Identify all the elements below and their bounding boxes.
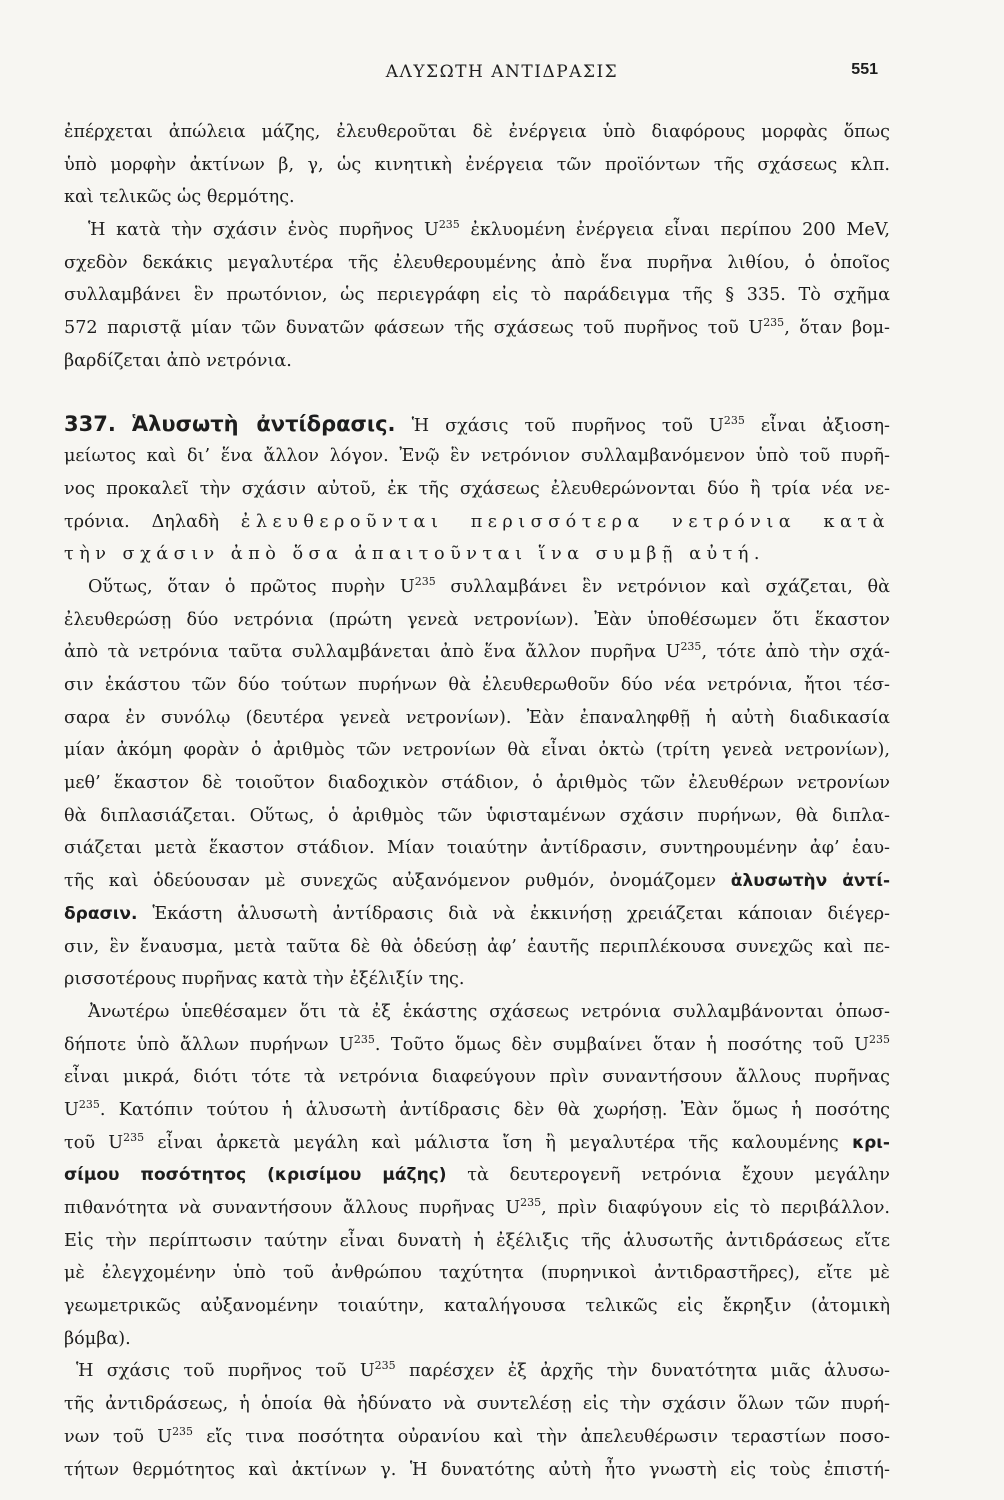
text-line — [64, 1159, 890, 1192]
text-run: Ἡ κατὰ τὴν σχάσιν ἑνὸς πυρῆνος U — [88, 220, 439, 241]
page-header — [0, 58, 1004, 88]
text-line: νος προκαλεῖ τὴν σχάσιν αὐτοῦ, ἐκ τῆς σχάσεως ἐλευθερώνονται δύο ἢ τρία νέα νε- — [64, 478, 890, 499]
isotope-superscript: 235 — [172, 1424, 194, 1438]
text-line: σαρα ἐν συνόλῳ (δευτέρα γενεὰ νετρονίων). Ἐὰν ἐπαναληφθῇ ἡ αὐτὴ διαδικασία — [64, 707, 890, 728]
text-run: ἐκλυομένη ἐνέργεια εἶναι περίπου 200 MeV, — [459, 220, 890, 241]
text-run: Ἡ σχάσις τοῦ πυρῆνος τοῦ U — [395, 415, 724, 436]
body-text — [64, 116, 890, 1486]
text-line: τήτων θερμότητος καὶ ἀκτίνων γ. Ἡ δυνατότης αὐτὴ ἦτο γνωστὴ εἰς τοὺς ἐπιστή- — [64, 1459, 890, 1480]
text-line: βαρδίζεται ἀπὸ νετρόνια. — [64, 350, 292, 371]
text-line: σιάζεται μετὰ ἕκαστον στάδιον. Μίαν τοιαύτην ἀντίδρασιν, συντηρουμένην ἀφ’ ἑαυ- — [64, 838, 890, 859]
text-line — [64, 1421, 890, 1454]
page-number: 551 — [851, 61, 878, 78]
isotope-superscript: 235 — [868, 1032, 890, 1046]
text-line: μίαν ἀκόμη φορὰν ὁ ἀριθμὸς τῶν νετρονίων θὰ εἶναι ὀκτὼ (τρίτη γενεὰ νετρονίων), — [64, 740, 890, 761]
text-line: ἐπέρχεται ἀπώλεια μάζης, ἐλευθεροῦται δὲ ἐνέργεια ὑπὸ διαφόρους μορφὰς ὅπως — [64, 122, 890, 142]
text-line — [64, 1355, 890, 1388]
text-run: τοῦ U — [64, 1132, 124, 1153]
text-run: πιθανότητα νὰ συναντήσουν ἄλλους πυρῆνας U — [64, 1198, 521, 1218]
spaced-emphasis: ἐλευθεροῦνται περισσότερα νετρόνια κατὰ — [240, 511, 890, 532]
text-line — [64, 1029, 890, 1062]
isotope-superscript: 235 — [438, 218, 460, 232]
text-line: συλλαμβάνει ἓν πρωτόνιον, ὡς περιεγράφη εἰς τὸ παράδειγμα τῆς § 335. Τὸ σχῆμα — [64, 285, 890, 306]
text-run: εἶναι ἀρκετὰ μεγάλη καὶ μάλιστα ἴση ἢ μεγαλυτέρα τῆς καλουμένης — [144, 1132, 853, 1153]
text-line: μείωτος καὶ δι’ ἕνα ἄλλον λόγον. Ἐνῷ ἓν νετρόνιον συλλαμβανόμενον ὑπὸ τοῦ πυρῆ- — [64, 446, 890, 467]
spaced-emphasis-line: τὴν σχάσιν ἀπὸ ὅσα ἀπαιτοῦνται ἵνα συμβῇ αὐτή. — [64, 544, 766, 565]
text-run: . Κατόπιν τούτου ἡ ἁλυσωτὴ ἀντίδρασις δὲν θὰ χωρήσῃ. Ἐὰν ὅμως ἡ ποσότης — [99, 1099, 890, 1120]
text-run: . Τοῦτο ὅμως δὲν συμβαίνει ὅταν ἡ ποσότης τοῦ U — [374, 1034, 869, 1055]
text-line: σιν ἑκάστου τῶν δύο τούτων πυρήνων θὰ ἐλευθερωθοῦν δύο νέα νετρόνια, ἤτοι τέσ- — [64, 675, 890, 695]
text-run: , πρὶν διαφύγουν εἰς τὸ περιβάλλον. — [541, 1198, 890, 1218]
defined-term: ἁλυσωτὴν ἀντί- — [730, 871, 890, 892]
text-run: τῆς καὶ ὁδεύουσαν μὲ συνεχῶς αὐξανόμενον ρυθμόν, ὀνομάζομεν — [64, 871, 731, 892]
text-line — [64, 1127, 890, 1160]
text-run: Ἡ σχάσις τοῦ πυρῆνος τοῦ U — [76, 1361, 375, 1382]
text-line: τῆς ἀντιδράσεως, ἡ ὁποία θὰ ἠδύνατο νὰ συντελέσῃ εἰς τὴν σχάσιν ὅλων τῶν πυρή- — [64, 1394, 890, 1415]
text-line: ρισσοτέρους πυρῆνας κατὰ τὴν ἐξέλιξίν της. — [64, 969, 465, 990]
text-run: εἶναι ἀξιοση- — [744, 415, 890, 436]
defined-term: κρι- — [852, 1132, 890, 1153]
section-title: Ἁλυσωτὴ ἀντίδρασις. — [131, 411, 396, 436]
section-number: 337. — [64, 411, 116, 436]
defined-term: δρασιν. — [64, 903, 138, 924]
text-line: γεωμετρικῶς αὐξανομένην τοιαύτην, καταλήγουσα τελικῶς εἰς ἔκρηξιν (ἀτομικὴ — [64, 1296, 890, 1317]
isotope-superscript: 235 — [763, 316, 785, 330]
text-run: εἴς τινα ποσότητα οὐρανίου καὶ τὴν ἀπελευθέρωσιν τεραστίων ποσο- — [193, 1426, 890, 1447]
text-line: σιν, ἓν ἔναυσμα, μετὰ ταῦτα δὲ θὰ ὁδεύσῃ ἀφ’ ἑαυτῆς περιπλέκουσα συνεχῶς καὶ πε- — [64, 936, 890, 957]
text-run: τὰ δευτερογενῆ νετρόνια ἔχουν μεγάλην — [446, 1165, 890, 1186]
running-title: ΑΛΥΣΩΤΗ ΑΝΤΙΔΡΑΣΙΣ — [385, 62, 619, 82]
isotope-superscript: 235 — [123, 1130, 145, 1144]
text-run: , ὅταν βομ- — [784, 318, 890, 339]
text-line — [64, 214, 890, 247]
text-run: νων τοῦ U — [64, 1426, 173, 1447]
isotope-superscript: 235 — [680, 640, 702, 654]
text-line: ἐλευθερώσῃ δύο νετρόνια (πρώτη γενεὰ νετρονίων). Ἐὰν ὑποθέσωμεν ὅτι ἕκαστον — [64, 609, 890, 630]
text-run: ἀπὸ τὰ νετρόνια ταῦτα συλλαμβάνεται ἀπὸ ἕνα ἄλλον πυρῆνα U — [64, 642, 681, 663]
text-run: U — [64, 1099, 79, 1120]
isotope-superscript: 235 — [723, 413, 745, 427]
isotope-superscript: 235 — [374, 1359, 396, 1373]
section-spacer — [64, 378, 890, 408]
text-run: Ἑκάστη ἁλυσωτὴ ἀντίδρασις διὰ νὰ ἐκκινήσῃ χρειάζεται κάποιαν διέγερ- — [137, 903, 890, 924]
text-line: εἶναι μικρά, διότι τότε τὰ νετρόνια διαφεύγουν πρὶν συναντήσουν ἄλλους πυρῆνας — [64, 1067, 890, 1088]
text-line: ὑπὸ μορφὴν ἀκτίνων β, γ, ὡς κινητικὴ ἐνέργεια τῶν προϊόντων τῆς σχάσεως κλπ. — [64, 154, 890, 175]
text-line: θὰ διπλασιάζεται. Οὕτως, ὁ ἀριθμὸς τῶν ὑφισταμένων σχάσιν πυρήνων, θὰ διπλα- — [64, 805, 890, 826]
text-line — [64, 571, 890, 604]
text-run: 572 παριστᾷ μίαν τῶν δυνατῶν φάσεων τῆς σχάσεως τοῦ πυρῆνος τοῦ U — [64, 318, 764, 339]
text-run: τρόνια. Δηλαδὴ — [64, 511, 241, 532]
isotope-superscript: 235 — [414, 574, 436, 588]
text-line — [64, 865, 890, 898]
text-run: , τότε ἀπὸ τὴν σχά- — [701, 642, 890, 663]
text-line: μεθ’ ἕκαστον δὲ τοιοῦτον διαδοχικὸν στάδιον, ὁ ἀριθμὸς τῶν ἐλευθέρων νετρονίων — [64, 773, 890, 794]
isotope-superscript: 235 — [353, 1032, 375, 1046]
text-line: Ἀνωτέρω ὑπεθέσαμεν ὅτι τὰ ἐξ ἑκάστης σχάσεως νετρόνια συλλαμβάνονται ὁπωσ- — [88, 1001, 890, 1022]
text-line — [64, 506, 890, 539]
section-heading-line — [64, 408, 890, 441]
text-line — [64, 636, 890, 669]
defined-term: σίμου ποσότητος (κρισίμου μάζης) — [64, 1165, 447, 1186]
text-line — [64, 312, 890, 345]
text-run: δήποτε ὑπὸ ἄλλων πυρήνων U — [64, 1034, 354, 1055]
text-run: συλλαμβάνει ἓν νετρόνιον καὶ σχάζεται, θὰ — [435, 576, 890, 597]
text-line — [64, 1192, 890, 1225]
text-line: βόμβα). — [64, 1328, 131, 1349]
isotope-superscript: 235 — [520, 1196, 542, 1209]
text-line: μὲ ἐλεγχομένην ὑπὸ τοῦ ἀνθρώπου ταχύτητα (πυρηνικοὶ ἀντιδραστῆρες), εἴτε μὲ — [64, 1263, 890, 1284]
text-line: σχεδὸν δεκάκις μεγαλυτέρα τῆς ἐλευθερουμένης ἀπὸ ἕνα πυρῆνα λιθίου, ὁ ὁποῖος — [64, 252, 890, 273]
text-line — [64, 1094, 890, 1127]
text-line: καὶ τελικῶς ὡς θερμότης. — [64, 187, 295, 208]
text-line: Εἰς τὴν περίπτωσιν ταύτην εἶναι δυνατὴ ἡ ἐξέλιξις τῆς ἁλυσωτῆς ἀντιδράσεως εἴτε — [64, 1230, 890, 1251]
isotope-superscript: 235 — [78, 1097, 100, 1111]
text-line — [64, 898, 890, 931]
text-run: Οὕτως, ὅταν ὁ πρῶτος πυρὴν U — [88, 576, 415, 597]
text-run: παρέσχεν ἐξ ἀρχῆς τὴν δυνατότητα μιᾶς ἁλυσω- — [395, 1361, 890, 1382]
